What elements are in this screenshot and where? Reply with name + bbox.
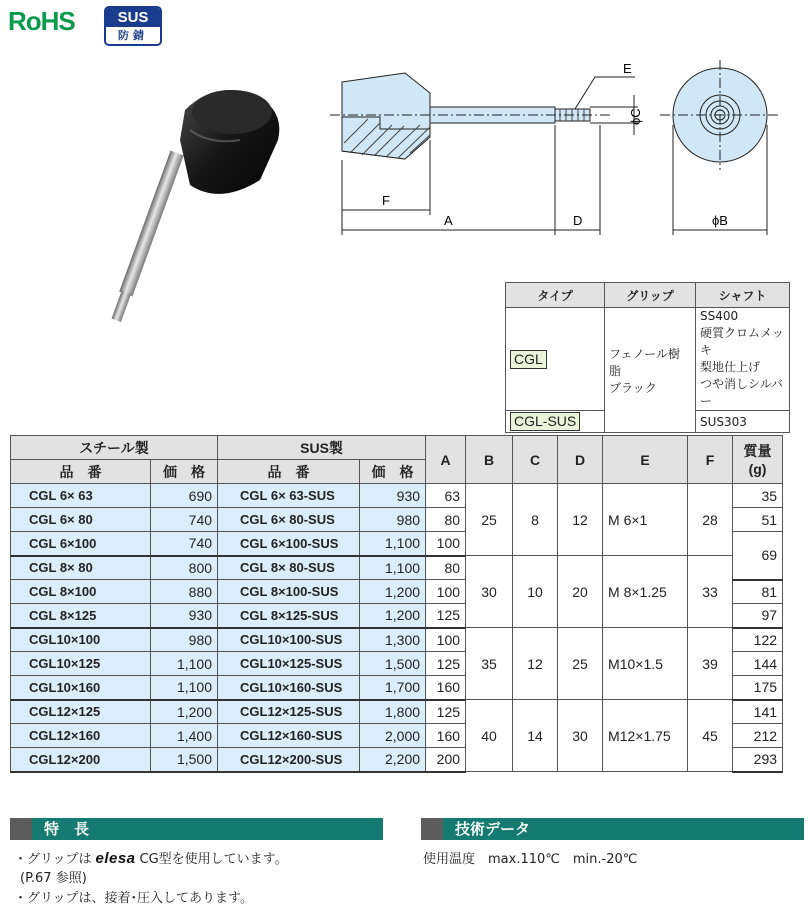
- sus-price-cell: 1,500: [360, 652, 426, 676]
- sus-code-cell: CGL 6× 63-SUS: [218, 484, 360, 508]
- steel-code-cell: CGL 6×100: [11, 532, 151, 556]
- steel-price-cell: 740: [151, 508, 218, 532]
- col-b-header: B: [466, 436, 513, 484]
- a-cell: 125: [426, 652, 466, 676]
- steel-header: スチール製: [11, 436, 218, 460]
- steel-price-cell: 1,100: [151, 652, 218, 676]
- steel-price-cell: 980: [151, 628, 218, 652]
- features-header: [10, 818, 383, 840]
- steel-price-cell: 930: [151, 604, 218, 628]
- label-f: F: [382, 193, 390, 208]
- sus-code-cell: CGL12×160-SUS: [218, 724, 360, 748]
- e-cell: M 8×1.25: [603, 556, 688, 628]
- tech-header: [421, 818, 804, 840]
- steel-code-cell: CGL10×160: [11, 676, 151, 700]
- d-cell: 12: [558, 484, 603, 556]
- tech-line: 使用温度 max.110℃ min.-20℃: [423, 852, 638, 867]
- sus-code-cell: CGL 6× 80-SUS: [218, 508, 360, 532]
- sus-price-cell: 1,200: [360, 604, 426, 628]
- sus-price-cell: 1,700: [360, 676, 426, 700]
- tech-marker: [421, 818, 443, 840]
- sus-price-cell: 2,200: [360, 748, 426, 772]
- b-cell: 30: [466, 556, 513, 628]
- col-a-header: A: [426, 436, 466, 484]
- mass-cell: 212: [733, 724, 783, 748]
- features-title: 特 長: [44, 820, 90, 838]
- c-cell: 8: [513, 484, 558, 556]
- sus-badge-label: SUS: [106, 8, 160, 27]
- mass-cell: 144: [733, 652, 783, 676]
- type-header: タイプ: [506, 283, 605, 308]
- mass-cell: 81: [733, 580, 783, 604]
- steel-price-cell: 690: [151, 484, 218, 508]
- mass-cell: 51: [733, 508, 783, 532]
- tech-title: 技術データ: [455, 820, 531, 838]
- steel-price-cell: 880: [151, 580, 218, 604]
- features-line1-post: CG型を使用しています。: [139, 852, 288, 867]
- sus-price-cell: 1,100: [360, 556, 426, 580]
- steel-code-cell: CGL12×200: [11, 748, 151, 772]
- steel-code-cell: CGL 8× 80: [11, 556, 151, 580]
- shaft-cell-sus: SUS303: [696, 411, 790, 433]
- c-cell: 14: [513, 700, 558, 772]
- b-cell: 40: [466, 700, 513, 772]
- c-cell: 12: [513, 628, 558, 700]
- type-cell: [506, 308, 605, 411]
- sus-code-cell: CGL10×100-SUS: [218, 628, 360, 652]
- a-cell: 100: [426, 628, 466, 652]
- sus-price-cell: 980: [360, 508, 426, 532]
- e-cell: M 6×1: [603, 484, 688, 556]
- sus-header: SUS製: [218, 436, 426, 460]
- steel-price-cell: 740: [151, 532, 218, 556]
- table-row: [11, 628, 783, 652]
- type-table: [505, 282, 790, 433]
- a-cell: 100: [426, 580, 466, 604]
- steel-price-cell: 1,400: [151, 724, 218, 748]
- sus-code-header: 品 番: [218, 460, 360, 484]
- steel-price-cell: 1,200: [151, 700, 218, 724]
- sus-code-cell: CGL 8× 80-SUS: [218, 556, 360, 580]
- sus-badge-sub: 防錆: [118, 29, 148, 42]
- a-cell: 125: [426, 700, 466, 724]
- sus-price-cell: 930: [360, 484, 426, 508]
- col-mass-header: 質量 (g): [733, 436, 783, 484]
- sus-code-cell: CGL10×160-SUS: [218, 676, 360, 700]
- sus-badge: [104, 6, 162, 46]
- sus-price-header: 価 格: [360, 460, 426, 484]
- features-marker: [10, 818, 32, 840]
- sus-price-cell: 1,100: [360, 532, 426, 556]
- sus-price-cell: 1,800: [360, 700, 426, 724]
- spec-table: [10, 435, 783, 773]
- product-photo: [10, 70, 310, 340]
- steel-code-cell: CGL 6× 63: [11, 484, 151, 508]
- a-cell: 100: [426, 532, 466, 556]
- steel-price-cell: 800: [151, 556, 218, 580]
- shaft-cell-cgl: SS400 硬質クロムメッキ 梨地仕上げ つや消しシルバー: [696, 308, 790, 411]
- e-cell: M10×1.5: [603, 628, 688, 700]
- steel-code-cell: CGL 8×125: [11, 604, 151, 628]
- b-cell: 35: [466, 628, 513, 700]
- d-cell: 20: [558, 556, 603, 628]
- a-cell: 80: [426, 556, 466, 580]
- a-cell: 160: [426, 724, 466, 748]
- a-cell: 160: [426, 676, 466, 700]
- mass-cell: 69: [733, 532, 783, 580]
- features-line3: ・グリップは、接着･圧入してあります。: [14, 891, 253, 906]
- steel-price-cell: 1,100: [151, 676, 218, 700]
- steel-code-cell: CGL10×100: [11, 628, 151, 652]
- f-cell: 28: [688, 484, 733, 556]
- grip-header: グリップ: [605, 283, 696, 308]
- table-row: [11, 700, 783, 724]
- e-cell: M12×1.75: [603, 700, 688, 772]
- sus-code-cell: CGL 8×125-SUS: [218, 604, 360, 628]
- col-d-header: D: [558, 436, 603, 484]
- a-cell: 125: [426, 604, 466, 628]
- label-a: A: [444, 213, 453, 228]
- mass-cell: 35: [733, 484, 783, 508]
- label-e: E: [623, 61, 632, 76]
- table-row: [11, 484, 783, 508]
- col-e-header: E: [603, 436, 688, 484]
- d-cell: 25: [558, 628, 603, 700]
- mass-cell: 122: [733, 628, 783, 652]
- b-cell: 25: [466, 484, 513, 556]
- f-cell: 45: [688, 700, 733, 772]
- mass-cell: 175: [733, 676, 783, 700]
- sus-code-cell: CGL 8×100-SUS: [218, 580, 360, 604]
- a-cell: 200: [426, 748, 466, 772]
- sus-code-cell: CGL10×125-SUS: [218, 652, 360, 676]
- steel-code-cell: CGL 6× 80: [11, 508, 151, 532]
- mass-cell: 97: [733, 604, 783, 628]
- label-phic: ϕC: [628, 108, 643, 125]
- f-cell: 33: [688, 556, 733, 628]
- steel-code-cell: CGL10×125: [11, 652, 151, 676]
- mass-cell: 293: [733, 748, 783, 772]
- features-line1: [14, 848, 288, 867]
- steel-price-header: 価 格: [151, 460, 218, 484]
- elesa-logo: elesa: [95, 850, 136, 867]
- steel-price-cell: 1,500: [151, 748, 218, 772]
- label-d: D: [573, 213, 583, 228]
- col-c-header: C: [513, 436, 558, 484]
- a-cell: 80: [426, 508, 466, 532]
- technical-drawing: [320, 55, 790, 245]
- sus-code-cell: CGL12×125-SUS: [218, 700, 360, 724]
- shaft-header: シャフト: [696, 283, 790, 308]
- rohs-badge: RoHS: [8, 6, 75, 36]
- f-cell: 39: [688, 628, 733, 700]
- a-cell: 63: [426, 484, 466, 508]
- sus-code-cell: CGL 6×100-SUS: [218, 532, 360, 556]
- steel-code-header: 品 番: [11, 460, 151, 484]
- table-row: [11, 556, 783, 580]
- mass-cell: 141: [733, 700, 783, 724]
- d-cell: 30: [558, 700, 603, 772]
- steel-code-cell: CGL12×125: [11, 700, 151, 724]
- steel-code-cell: CGL12×160: [11, 724, 151, 748]
- type-cell-sus: [506, 411, 605, 433]
- steel-code-cell: CGL 8×100: [11, 580, 151, 604]
- label-phib: ϕB: [712, 213, 728, 228]
- c-cell: 10: [513, 556, 558, 628]
- col-f-header: F: [688, 436, 733, 484]
- features-line2: (P.67 参照): [20, 871, 87, 886]
- sus-code-cell: CGL12×200-SUS: [218, 748, 360, 772]
- sus-price-cell: 1,200: [360, 580, 426, 604]
- type-tag-cgl: CGL: [510, 350, 547, 369]
- sus-price-cell: 1,300: [360, 628, 426, 652]
- type-tag-cgl-sus: CGL-SUS: [510, 412, 580, 431]
- sus-price-cell: 2,000: [360, 724, 426, 748]
- grip-cell: フェノール樹脂 ブラック: [605, 308, 696, 433]
- features-line1-pre: ・グリップは: [14, 852, 92, 867]
